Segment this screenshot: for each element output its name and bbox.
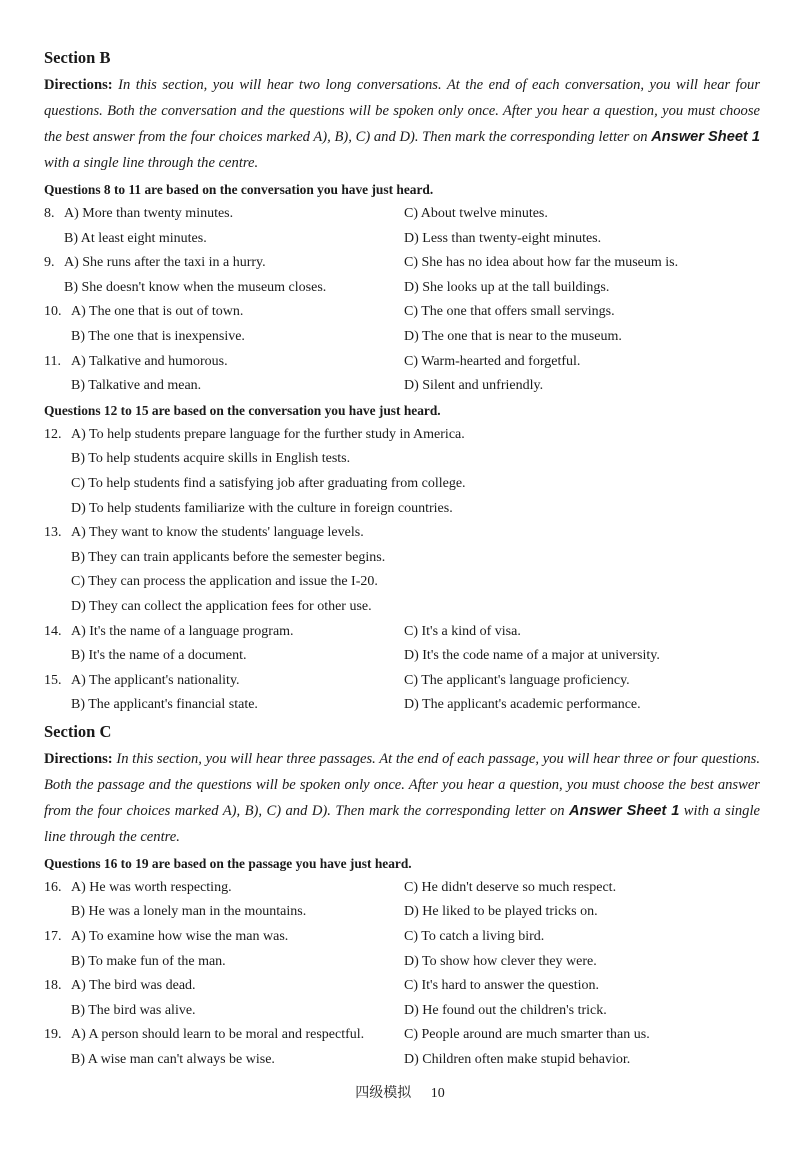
- question-row: [44, 669, 760, 694]
- option-d: D) The applicant's academic performance.: [404, 697, 641, 713]
- option-c: C) People around are much smarter than us.: [404, 1027, 650, 1043]
- question-number: 8.: [44, 206, 55, 221]
- option-b: B) At least eight minutes.: [64, 230, 207, 246]
- option-c: C) To catch a living bird.: [404, 929, 545, 945]
- directions-label: Directions:: [44, 77, 113, 93]
- option-b: B) To help students acquire skills in English tests.: [71, 451, 351, 467]
- option-a: A) To examine how wise the man was.: [71, 929, 289, 945]
- question-row: [44, 423, 760, 448]
- option-d: D) To help students familiarize with the culture in foreign countries.: [71, 500, 453, 516]
- option-a: A) Talkative and humorous.: [71, 353, 228, 369]
- question-number: 12.: [44, 426, 62, 442]
- answer-sheet-label: Answer Sheet 1: [651, 129, 760, 145]
- question-row: [44, 925, 760, 950]
- option-d: D) Silent and unfriendly.: [404, 378, 544, 394]
- question-number: 10.: [44, 304, 62, 320]
- question-row: [44, 570, 760, 595]
- question-row: [44, 1023, 760, 1048]
- directions-text-end: with a single line through the centre.: [44, 155, 259, 171]
- option-c: C) About twelve minutes.: [404, 206, 548, 221]
- option-c: C) To help students find a satisfying job after graduating from college.: [71, 475, 466, 491]
- question-row: [44, 227, 760, 252]
- option-d: D) To show how clever they were.: [404, 953, 597, 969]
- question-row: [44, 974, 760, 999]
- option-c: C) It's hard to answer the question.: [404, 978, 599, 994]
- question-row: [44, 1048, 760, 1073]
- question-row: [44, 374, 760, 399]
- section-b-title: Section B: [44, 48, 111, 67]
- option-b: B) A wise man can't always be wise.: [71, 1052, 275, 1068]
- question-row: [44, 300, 760, 325]
- section-c-title: Section C: [44, 721, 112, 741]
- option-d: D) They can collect the application fees for other use.: [71, 598, 372, 614]
- question-row: [44, 620, 760, 645]
- question-row: [44, 900, 760, 925]
- question-number: 9.: [44, 255, 55, 271]
- question-row: [44, 999, 760, 1024]
- option-a: A) The applicant's nationality.: [71, 672, 240, 688]
- option-b: B) The one that is inexpensive.: [71, 328, 245, 344]
- question-row: [44, 202, 760, 227]
- question-number: 15.: [44, 672, 62, 688]
- question-row: [44, 644, 760, 669]
- page-number: 10: [430, 1086, 445, 1101]
- question-number: 14.: [44, 623, 62, 639]
- question-row: [44, 521, 760, 546]
- question-number: 18.: [44, 978, 62, 994]
- option-b: B) He was a lonely man in the mountains.: [71, 904, 307, 920]
- option-a: A) To help students prepare language for the further study in America.: [71, 426, 465, 442]
- option-b: B) They can train applicants before the semester begins.: [71, 549, 386, 565]
- option-b: B) Talkative and mean.: [71, 378, 202, 394]
- question-row: [44, 950, 760, 975]
- option-d: D) Children often make stupid behavior.: [404, 1052, 631, 1068]
- question-row: [44, 546, 760, 571]
- option-a: A) The one that is out of town.: [71, 304, 244, 320]
- exam-page: [44, 44, 760, 1073]
- question-group-head: Questions 8 to 11 are based on the conversation you have just heard.: [44, 182, 434, 197]
- option-b: B) She doesn't know when the museum closes.: [64, 279, 327, 295]
- option-a: A) The bird was dead.: [71, 978, 196, 994]
- page-footer: [0, 1082, 800, 1102]
- question-row: [44, 693, 760, 718]
- directions-text: In this section, you will hear three passages. At the end of each passage, you will hear three or four questions. Both the passage and the questions will be spoken only once. After you hear a question, you must choose the best answer from the four choices marked A), B), C) and D). Then mark the corresponding letter on: [44, 750, 761, 819]
- option-a: A) More than twenty minutes.: [64, 206, 234, 221]
- question-number: 13.: [44, 525, 62, 541]
- question-row: [44, 276, 760, 301]
- option-d: D) She looks up at the tall buildings.: [404, 279, 610, 295]
- question-number: 16.: [44, 879, 62, 895]
- question-row: [44, 325, 760, 350]
- section-c-directions: [44, 746, 760, 850]
- option-c: C) She has no idea about how far the museum is.: [404, 255, 679, 271]
- option-a: A) She runs after the taxi in a hurry.: [64, 255, 266, 271]
- question-row: [44, 595, 760, 620]
- option-c: C) They can process the application and issue the I-20.: [71, 574, 378, 590]
- option-c: C) Warm-hearted and forgetful.: [404, 353, 581, 369]
- question-row: [44, 447, 760, 472]
- option-c: C) It's a kind of visa.: [404, 623, 521, 639]
- question-number: 17.: [44, 929, 62, 945]
- option-b: B) It's the name of a document.: [71, 648, 247, 664]
- option-b: B) The applicant's financial state.: [71, 697, 258, 713]
- option-d: D) It's the code name of a major at university.: [404, 648, 660, 664]
- directions-text-end: with a single line through the centre.: [44, 802, 760, 845]
- directions-label: Directions:: [44, 750, 113, 767]
- footer-label: 四级模拟: [355, 1086, 412, 1101]
- option-d: D) He liked to be played tricks on.: [404, 904, 598, 920]
- section-b-directions: [44, 72, 760, 176]
- question-number: 19.: [44, 1027, 62, 1043]
- option-b: B) The bird was alive.: [71, 1002, 196, 1018]
- option-a: A) They want to know the students' language levels.: [71, 525, 364, 541]
- question-number: 11.: [44, 353, 61, 369]
- option-a: A) A person should learn to be moral and respectful.: [71, 1027, 365, 1043]
- option-a: A) It's the name of a language program.: [71, 623, 294, 639]
- option-a: A) He was worth respecting.: [71, 879, 232, 895]
- option-d: D) Less than twenty-eight minutes.: [404, 230, 602, 246]
- option-c: C) He didn't deserve so much respect.: [404, 879, 617, 895]
- answer-sheet-label: Answer Sheet 1: [569, 802, 680, 819]
- option-d: D) The one that is near to the museum.: [404, 328, 622, 344]
- question-row: [44, 497, 760, 522]
- option-c: C) The applicant's language proficiency.: [404, 672, 630, 688]
- question-group-head: Questions 16 to 19 are based on the passage you have just heard.: [44, 855, 412, 871]
- question-row: [44, 251, 760, 276]
- question-row: [44, 876, 760, 901]
- directions-text: In this section, you will hear two long conversations. At the end of each conversation, you will hear four questions. Both the conversation and the questions will be spoken only once. After you hear a question, you must choose the best answer from the four choices marked A), B), C) and D). Then mark the corresponding letter on: [44, 77, 760, 145]
- question-row: [44, 350, 760, 375]
- question-group-head: Questions 12 to 15 are based on the conversation you have just heard.: [44, 402, 441, 418]
- option-b: B) To make fun of the man.: [71, 953, 226, 969]
- question-row: [44, 472, 760, 497]
- option-d: D) He found out the children's trick.: [404, 1002, 607, 1018]
- option-c: C) The one that offers small servings.: [404, 304, 615, 320]
